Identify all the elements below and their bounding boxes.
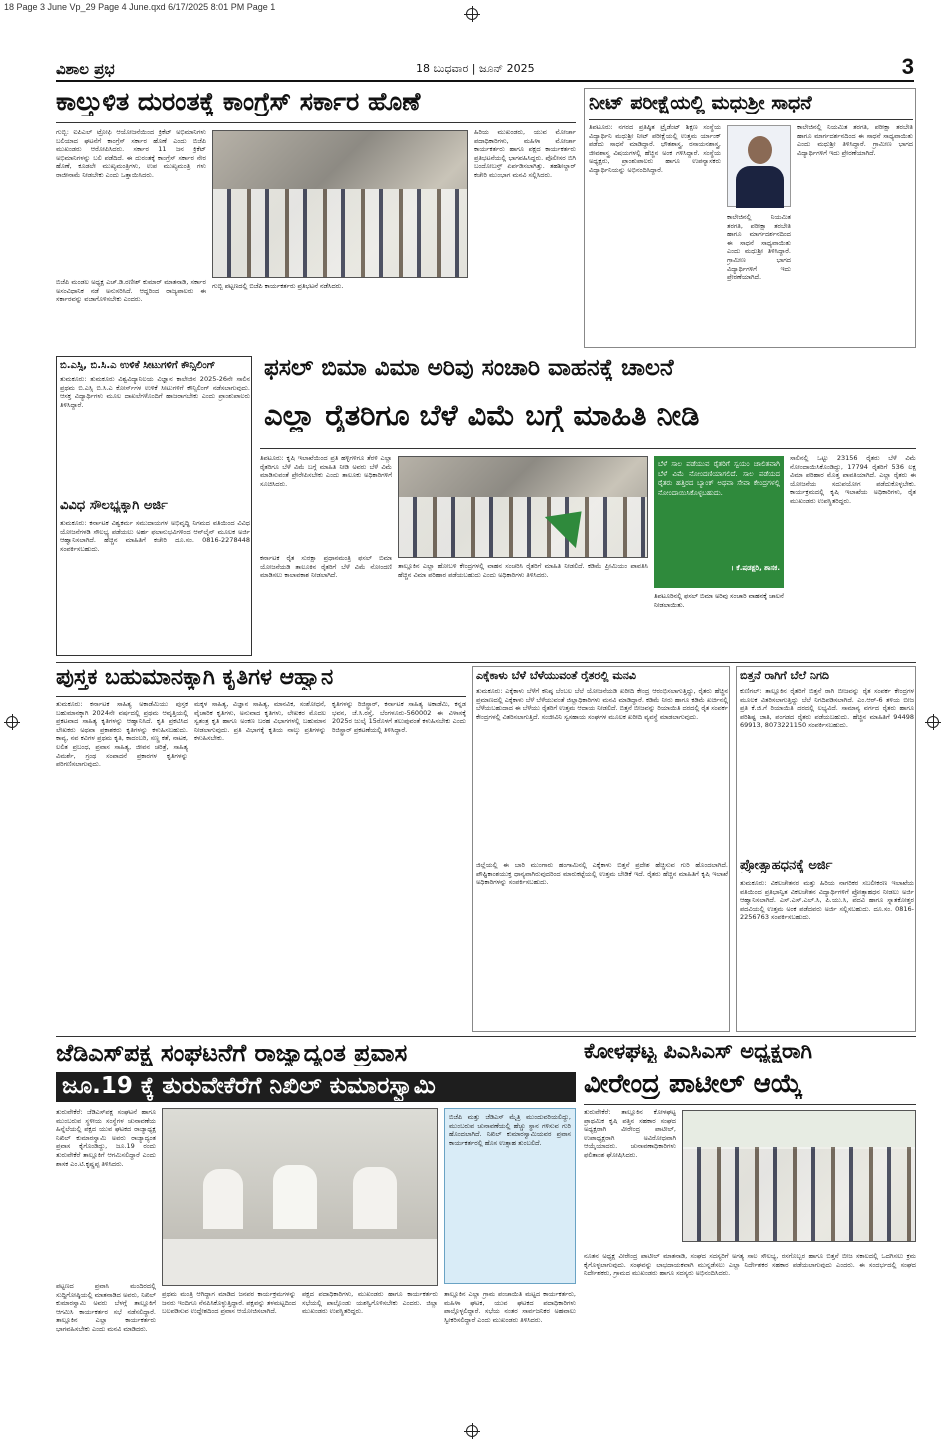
- story-fasal-bima: [260, 356, 916, 656]
- article-text: ಬಿಜೆಪಿ ಮಂಡಲ ಅಧ್ಯಕ್ಷ ಎಚ್.ಡಿ.ರಣೀಶ್ ಕುಮಾರ್ ಮಾತನಾಡಿ, ಸರ್ಕಾರ ಅಸಂವಿಧಾನಿಕ ನಡೆ ಅನುಸರಿಸಿದೆ. ಆದ್ದರಿಂದ ರಾಜ್ಯಪಾಲರು ಈ ಸರ್ಕಾರವನ್ನು ವಜಾಗೊಳಿಸಬೇಕು ಎಂದರು.: [56, 278, 206, 304]
- article-text: ತುಮಕೂರು: ಕರ್ನಾಟಕ ಸಾಹಿತ್ಯ ಅಕಾಡೆಮಿಯು ಪುಸ್ತಕ ಬಹುಮಾನಕ್ಕಾಗಿ 2024ನೇ ವರ್ಷದಲ್ಲಿ ಪ್ರಥಮ ಆವೃತ್ತಿಯಲ್ಲಿ ಪ್ರಕಟವಾದ ಸಾಹಿತ್ಯ ಕೃತಿಗಳನ್ನು ಆಹ್ವಾನಿಸಿದೆ. ಕೃತಿ ಪ್ರಕಟಿಸಿದ ಲೇಖಕರು ಅಥವಾ ಪ್ರಕಾಶಕರು ಕೃತಿಗಳನ್ನು ಕಳುಹಿಸಬಹುದು. ಕಾವ್ಯ, ನವ ಕವಿಗಳ ಪ್ರಥಮ ಕೃತಿ, ಕಾದಂಬರಿ, ಸಣ್ಣ ಕತೆ, ನಾಟಕ, ಲಲಿತ ಪ್ರಬಂಧ, ಪ್ರವಾಸ ಸಾಹಿತ್ಯ, ಜೀವನ ಚರಿತ್ರೆ, ಸಾಹಿತ್ಯ ವಿಮರ್ಶೆ, ಗ್ರಂಥ ಸಂಪಾದನೆ ಪ್ರಕಾರಗಳ ಕೃತಿಗಳನ್ನು ಪರಿಗಣಿಸಲಾಗುವುದು.: [56, 700, 188, 769]
- protest-photo: [212, 130, 468, 278]
- article-text: ತುಮಕೂರು: ಕರ್ನಾಟಕ ವಿಶ್ವಕರ್ಮ ಸಮುದಾಯಗಳ ಅಭಿವೃದ್ಧಿ ನಿಗಮದ ವತಿಯಿಂದ ವಿವಿಧ ಯೋಜನೆಗಳಡಿ ಸೌಲಭ್ಯ ಪಡೆಯಲು ಅರ್ಹ ಫಲಾನುಭವಿಗಳಿಂದ ಆನ್‌ಲೈನ್ ಮೂಲಕ ಅರ್ಜಿ ಆಹ್ವಾನಿಸಲಾಗಿದೆ. ಹೆಚ್ಚಿನ ಮಾಹಿತಿಗೆ ಕಚೇರಿ ದೂ.ಸಂ. 0816-2278448 ಸಂಪರ್ಕಿಸಬಹುದು.: [60, 519, 250, 553]
- divider: [56, 662, 916, 663]
- vehicle-launch-photo: [398, 456, 648, 558]
- article-text: ತಾಲ್ಲೂಕಿನ ಎಲ್ಲಾ ಗ್ರಾಮ ಪಂಚಾಯಿತಿ ಮಟ್ಟದ ಕಾರ್ಯಕರ್ತರು, ಮಹಿಳಾ ಘಟಕ, ಯುವ ಘಟಕದ ಪದಾಧಿಕಾರಿಗಳು ಪಾಲ್ಗೊಳ್ಳಲಿದ್ದಾರೆ. ಸಭೆಯ ನಂತರ ಸಾರ್ವಜನಿಕರ ಅಹವಾಲು ಸ್ವೀಕರಿಸಲಿದ್ದಾರೆ ಎಂದು ಮುಖಂಡರು ತಿಳಿಸಿದರು.: [444, 1290, 576, 1324]
- divider: [589, 119, 913, 120]
- headline-band: [56, 1072, 576, 1102]
- article-text: ಸಾಲಿನಲ್ಲಿ ಒಟ್ಟು 23156 ರೈತರು ಬೆಳೆ ವಿಮೆ ನೋಂದಾಯಿಸಿಕೊಂಡಿದ್ದು, 17794 ರೈತರಿಗೆ 536 ಲಕ್ಷ ವಿಮಾ ಪರಿಹಾರ ಮೊತ್ತ ಪಾವತಿಯಾಗಿದೆ. ಎಲ್ಲಾ ರೈತರು ಈ ಯೋಜನೆಯ ಸದುಪಯೋಗ ಪಡೆದುಕೊಳ್ಳಬೇಕು. ಕಾರ್ಯಕ್ರಮದಲ್ಲಿ ಕೃಷಿ ಇಲಾಖೆಯ ಅಧಿಕಾರಿಗಳು, ರೈತ ಮುಖಂಡರು ಉಪಸ್ಥಿತರಿದ್ದರು.: [790, 454, 916, 505]
- divider: [56, 696, 466, 697]
- sidebar-text: ಬಿಜೆಪಿ ಮತ್ತು ಜೆಡಿಎಸ್ ಮೈತ್ರಿ ಮುಂದುವರಿಯಲಿದ್ದು, ಮುಂಬರುವ ಚುನಾವಣೆಯಲ್ಲಿ ಹೆಚ್ಚು ಸ್ಥಾನ ಗಳಿಸುವ ಗುರಿ ಹೊಂದಲಾಗಿದೆ. ನಿಖಿಲ್ ಕುಮಾರಸ್ವಾಮಿಯವರ ಪ್ರವಾಸ ಕಾರ್ಯಕರ್ತರಲ್ಲಿ ಹೊಸ ಉತ್ಸಾಹ ತುಂಬಲಿದೆ.: [449, 1113, 571, 1147]
- sub-headline: ವಿವಿಧ ಸೌಲಭ್ಯಕ್ಕಾಗಿ ಅರ್ಜಿ: [60, 499, 168, 513]
- article-text: ತುಮಕೂರು: ವಿಕಲಚೇತನರ ಮತ್ತು ಹಿರಿಯ ನಾಗರಿಕರ ಸಬಲೀಕರಣ ಇಲಾಖೆಯ ವತಿಯಿಂದ ಪ್ರತಿಭಾನ್ವಿತ ವಿಕಲಚೇತನ ವಿದ್ಯಾರ್ಥಿಗಳಿಗೆ ಪ್ರೋತ್ಸಾಹಧನ ನೀಡಲು ಅರ್ಜಿ ಆಹ್ವಾನಿಸಲಾಗಿದೆ. ಎಸ್.ಎಸ್.ಎಲ್.ಸಿ, ಪಿ.ಯು.ಸಿ, ಪದವಿ ಹಾಗೂ ಸ್ನಾತಕೋತ್ತರ ಪದವಿಯಲ್ಲಿ ಉತ್ತಮ ಅಂಕ ಪಡೆದವರು ಅರ್ಜಿ ಸಲ್ಲಿಸಬಹುದು. ದೂ.ಸಂ. 0816-2256763 ಸಂಪರ್ಕಿಸಬಹುದು.: [740, 879, 914, 922]
- sidebar-box: [444, 1108, 576, 1284]
- article-text: ನೂತನ ಅಧ್ಯಕ್ಷ ವೀರೇಂದ್ರ ಪಾಟೀಲ್ ಮಾತನಾಡಿ, ಸಂಘದ ಸದಸ್ಯರಿಗೆ ಅಗತ್ಯ ಸಾಲ ಸೌಲಭ್ಯ, ರಸಗೊಬ್ಬರ ಹಾಗೂ ಬಿತ್ತನೆ ಬೀಜ ಸಕಾಲದಲ್ಲಿ ಒದಗಿಸಲು ಕ್ರಮ ಕೈಗೊಳ್ಳಲಾಗುವುದು. ಸಂಘವನ್ನು ಲಾಭದಾಯಕವಾಗಿ ಮುನ್ನಡೆಸಲು ಎಲ್ಲಾ ನಿರ್ದೇಶಕರ ಸಹಕಾರ ಪಡೆಯಲಾಗುವುದು ಎಂದರು. ಈ ಸಂದರ್ಭದಲ್ಲಿ ಸಂಘದ ನಿರ್ದೇಶಕರು, ಗ್ರಾಮದ ಮುಖಂಡರು ಹಾಗೂ ಸದಸ್ಯರು ಅಭಿನಂದಿಸಿದರು.: [584, 1252, 916, 1278]
- story-ekkekalu: [472, 666, 730, 1032]
- story-book-award: [56, 666, 466, 1032]
- article-text: ಪಟ್ಟಣದ ಪ್ರವಾಸಿ ಮಂದಿರದಲ್ಲಿ ಸುದ್ದಿಗೋಷ್ಠಿಯಲ್ಲಿ ಮಾತನಾಡಿದ ಅವರು, ನಿಖಿಲ್ ಕುಮಾರಸ್ವಾಮಿ ಅವರು ಬೆಳಗ್ಗೆ ತಾಲ್ಲೂಕಿಗೆ ಆಗಮಿಸಿ ಕಾರ್ಯಕರ್ತರ ಸಭೆ ನಡೆಸಲಿದ್ದಾರೆ. ತಾಲ್ಲೂಕಿನ ಎಲ್ಲಾ ಕಾರ್ಯಕರ್ತರು ಭಾಗವಹಿಸಬೇಕು ಎಂದು ಮನವಿ ಮಾಡಿದರು.: [56, 1282, 156, 1333]
- press-meet-photo: [162, 1108, 438, 1286]
- registration-mark-icon: [466, 8, 478, 20]
- sub-headline: ಪ್ರೋತ್ಸಾಹಧನಕ್ಕೆ ಅರ್ಜಿ: [740, 859, 833, 873]
- story-kaltulita: [56, 88, 576, 348]
- story-counselling: [56, 356, 252, 656]
- headline: ಎಲ್ಲಾ ರೈತರಿಗೂ ಬೆಳೆ ವಿಮೆ ಬಗ್ಗೆ ಮಾಹಿತಿ ನೀಡಿ: [264, 400, 700, 432]
- headline: ಪುಸ್ತಕ ಬಹುಮಾನಕ್ಕಾಗಿ ಕೃತಿಗಳ ಆಹ್ವಾನ: [56, 666, 334, 690]
- headline: ನೀಟ್ ಪರೀಕ್ಷೆಯಲ್ಲಿ ಮಧುಶ್ರೀ ಸಾಧನೆ: [589, 93, 812, 114]
- kicker-headline: ಫಸಲ್ ಬಿಮಾ ವಿಮಾ ಅರಿವು ಸಂಚಾರಿ ವಾಹನಕ್ಕೆ ಚಾಲನೆ: [264, 356, 674, 381]
- headline: ಬಿತ್ತನೆ ರಾಗಿಗೆ ಬೆಲೆ ನಿಗದಿ: [740, 670, 830, 682]
- headline-line-2: ಜೂ.19 ಕ್ಕೆ ತುರುವೇಕೆರೆಗೆ ನಿಖಿಲ್ ಕುಮಾರಸ್ವಾಮಿ: [62, 1073, 436, 1099]
- masthead: [56, 54, 914, 82]
- felicitation-photo: [682, 1110, 916, 1242]
- article-text: ಕಾಲೇಜಿನಲ್ಲಿ ನಿಯಮಿತ ತರಗತಿ, ಪರೀಕ್ಷಾ ತರಬೇತಿ ಹಾಗೂ ಮಾರ್ಗದರ್ಶನದಿಂದ ಈ ಸಾಧನೆ ಸಾಧ್ಯವಾಯಿತು ಎಂದು ಮಧುಶ್ರೀ ತಿಳಿಸಿದ್ದಾರೆ. ಗ್ರಾಮೀಣ ಭಾಗದ ವಿದ್ಯಾರ್ಥಿಗಳಿಗೆ ಇದು ಪ್ರೇರಣೆಯಾಗಿದೆ.: [727, 213, 791, 282]
- headline-line-2: ವೀರೇಂದ್ರ ಪಾಟೀಲ್ ಆಯ್ಕೆ: [584, 1070, 803, 1099]
- article-text: ಪ್ರಥಮ ಮಂತ್ರಿ ಆಗಿದ್ದಾಗ ಮಾಡಿದ ಜನಪರ ಕಾರ್ಯಕ್ರಮಗಳನ್ನು ಜನರು ಇಂದಿಗೂ ನೆನಪಿಸಿಕೊಳ್ಳುತ್ತಿದ್ದಾರೆ. ಪಕ್ಷವನ್ನು ತಳಮಟ್ಟದಿಂದ ಬಲಪಡಿಸುವ ಉದ್ದೇಶದಿಂದ ಪ್ರವಾಸ ಆಯೋಜಿಸಲಾಗಿದೆ.: [162, 1290, 296, 1316]
- story-ragi-price: [736, 666, 916, 1032]
- article-text: ಜಿಲ್ಲೆಯಲ್ಲಿ ಈ ಬಾರಿ ಮುಂಗಾರು ಹಂಗಾಮಿನಲ್ಲಿ ಎಕ್ಕೆಕಾಳು ಬಿತ್ತನೆ ಪ್ರದೇಶ ಹೆಚ್ಚಿಸುವ ಗುರಿ ಹೊಂದಲಾಗಿದೆ. ಪೌಷ್ಟಿಕಾಂಶಯುಕ್ತ ಧಾನ್ಯವಾಗಿರುವುದರಿಂದ ಮಾರುಕಟ್ಟೆಯಲ್ಲಿ ಉತ್ತಮ ಬೇಡಿಕೆ ಇದೆ. ರೈತರು ಹೆಚ್ಚಿನ ಮಾಹಿತಿಗೆ ಕೃಷಿ ಇಲಾಖೆ ಅಧಿಕಾರಿಗಳನ್ನು ಸಂಪರ್ಕಿಸಬಹುದು.: [476, 861, 728, 887]
- article-text: ಕರ್ನಾಟಕ ರೈತ ಸುರಕ್ಷಾ ಪ್ರಧಾನಮಂತ್ರಿ ಫಸಲ್ ಬಿಮಾ ಯೋಜನೆಯಡಿ ತಾಲೂಕಿನ ರೈತರಿಗೆ ಬೆಳೆ ವಿಮೆ ನೋಂದಣಿ ಮಾಡಿಸಲು ಕಾಲಾವಕಾಶ ನೀಡಲಾಗಿದೆ.: [260, 554, 392, 580]
- issue-date: 18 ಬುಧವಾರ | ಜೂನ್ 2025: [416, 62, 535, 75]
- headline: ಕಾಲ್ತುಳಿತ ದುರಂತಕ್ಕೆ ಕಾಂಗ್ರೆಸ್ ಸರ್ಕಾರ ಹೊಣೆ: [56, 88, 421, 116]
- article-text: ಕೃತಿಗಳನ್ನು ರಿಜಿಸ್ಟ್ರಾರ್, ಕರ್ನಾಟಕ ಸಾಹಿತ್ಯ ಅಕಾಡೆಮಿ, ಕನ್ನಡ ಭವನ, ಜೆ.ಸಿ.ರಸ್ತೆ, ಬೆಂಗಳೂರು-560002 ಈ ವಿಳಾಸಕ್ಕೆ 2025ರ ಜುಲೈ 15ರೊಳಗೆ ತಲುಪುವಂತೆ ಕಳುಹಿಸಬೇಕು ಎಂದು ರಿಜಿಸ್ಟ್ರಾರ್ ಪ್ರಕಟಣೆಯಲ್ಲಿ ತಿಳಿಸಿದ್ದಾರೆ.: [332, 700, 466, 734]
- headline: ಬಿ.ಎಸ್ಸಿ, ಬಿ.ಸಿ.ಎ ಉಳಿಕೆ ಸೀಟುಗಳಿಗೆ ಕೌನ್ಸಿಲಿಂಗ್: [60, 360, 216, 371]
- article-text: ತುರುವೇಕೆರೆ: ಜೆಡಿಎಸ್‌ಪಕ್ಷ ಸಂಘಟನೆ ಹಾಗೂ ಮುಂಬರುವ ಸ್ಥಳೀಯ ಸಂಸ್ಥೆಗಳ ಚುನಾವಣೆಯ ಹಿನ್ನೆಲೆಯಲ್ಲಿ ಪಕ್ಷದ ಯುವ ಘಟಕದ ರಾಜ್ಯಾಧ್ಯಕ್ಷ ನಿಖಿಲ್ ಕುಮಾರಸ್ವಾಮಿ ಅವರು ರಾಜ್ಯಾದ್ಯಂತ ಪ್ರವಾಸ ಕೈಗೊಂಡಿದ್ದು, ಜೂ.19 ರಂದು ತುರುವೇಕೆರೆ ತಾಲ್ಲೂಕಿಗೆ ಆಗಮಿಸಲಿದ್ದಾರೆ ಎಂದು ಶಾಸಕ ಎಂ.ಟಿ.ಕೃಷ್ಣಪ್ಪ ತಿಳಿಸಿದರು.: [56, 1108, 156, 1168]
- article-text: ತಿಪಟೂರು: ನಗರದ ಪ್ರತಿಷ್ಠಿತ ಟ್ರೈಡೆಂಟ್ ಶಿಕ್ಷಣ ಸಂಸ್ಥೆಯ ವಿದ್ಯಾರ್ಥಿನಿ ಮಧುಶ್ರೀ ನೀಟ್ ಪರೀಕ್ಷೆಯಲ್ಲಿ ಉತ್ತಮ ರ್ಯಾಂಕ್ ಪಡೆದು ಸಾಧನೆ ಮಾಡಿದ್ದಾರೆ. ಭೌತಶಾಸ್ತ್ರ, ರಸಾಯನಶಾಸ್ತ್ರ, ಜೀವಶಾಸ್ತ್ರ ವಿಷಯಗಳಲ್ಲಿ ಹೆಚ್ಚಿನ ಅಂಕ ಗಳಿಸಿದ್ದಾರೆ. ಸಂಸ್ಥೆಯ ಅಧ್ಯಕ್ಷರು, ಪ್ರಾಂಶುಪಾಲರು ಹಾಗೂ ಉಪನ್ಯಾಸಕರು ವಿದ್ಯಾರ್ಥಿನಿಯನ್ನು ಅಭಿನಂದಿಸಿದ್ದಾರೆ.: [589, 123, 721, 174]
- paper-name: ವಿಶಾಲ ಪ್ರಭ: [56, 60, 115, 78]
- photo-caption: ತಿಪಟೂರಿನಲ್ಲಿ ಫಸಲ್ ಬಿಮಾ ಅರಿವು ಸಂಚಾರಿ ವಾಹನಕ್ಕೆ ಚಾಲನೆ ನೀಡಲಾಯಿತು.: [654, 592, 784, 609]
- article-text: ಪಕ್ಷದ ಪದಾಧಿಕಾರಿಗಳು, ಮುಖಂಡರು ಹಾಗೂ ಕಾರ್ಯಕರ್ತರು ಸಭೆಯಲ್ಲಿ ಪಾಲ್ಗೊಂಡು ಯಶಸ್ವಿಗೊಳಿಸಬೇಕು ಎಂದರು. ಜಿಲ್ಲಾ ಮುಖಂಡರು ಉಪಸ್ಥಿತರಿದ್ದರು.: [302, 1290, 438, 1316]
- article-text: ಗುಬ್ಬಿ: ಐಪಿಎಲ್ ಟ್ರೋಫಿ ಆಯೋಜನೆಯಿಂದ ಕ್ರಿಕೆಟ್ ಅಭಿಮಾನಿಗಳು ಬಲಿಯಾದ ಘಟನೆಗೆ ಕಾಂಗ್ರೆಸ್ ಸರ್ಕಾರ ಹೊಣೆ ಎಂದು ಬಿಜೆಪಿ ಮುಖಂಡರು ಆರೋಪಿಸಿದರು. ಸರ್ಕಾರ 11 ಜನ ಕ್ರಿಕೆಟ್ ಅಭಿಮಾನಿಗಳನ್ನು ಬಲಿ ಪಡೆದಿದೆ. ಈ ದುರಂತಕ್ಕೆ ಕಾಂಗ್ರೆಸ್ ಸರ್ಕಾರ ನೇರ ಹೊಣೆ, ಕೂಡಲೇ ಮುಖ್ಯಮಂತ್ರಿಗಳು, ಉಪ ಮುಖ್ಯಮಂತ್ರಿ ಗಳು ರಾಜೀನಾಮೆ ನೀಡಬೇಕು ಎಂದು ಒತ್ತಾಯಿಸಿದರು.: [56, 128, 206, 179]
- student-portrait: [727, 125, 791, 207]
- article-text: ಕಾಲೇಜಿನಲ್ಲಿ ನಿಯಮಿತ ತರಗತಿ, ಪರೀಕ್ಷಾ ತರಬೇತಿ ಹಾಗೂ ಮಾರ್ಗದರ್ಶನದಿಂದ ಈ ಸಾಧನೆ ಸಾಧ್ಯವಾಯಿತು ಎಂದು ಮಧುಶ್ರೀ ತಿಳಿಸಿದ್ದಾರೆ. ಗ್ರಾಮೀಣ ಭಾಗದ ವಿದ್ಯಾರ್ಥಿಗಳಿಗೆ ಇದು ಪ್ರೇರಣೆಯಾಗಿದೆ.: [797, 123, 913, 157]
- registration-mark-icon: [6, 716, 18, 728]
- headline: ಎಕ್ಕೆಕಾಳು ಬೆಳೆ ಬೆಳೆಯುವಂತೆ ರೈತರಲ್ಲಿ ಮನವಿ: [476, 670, 637, 682]
- registration-mark-icon: [927, 716, 939, 728]
- divider: [260, 448, 916, 449]
- page-number: 3: [901, 54, 914, 79]
- article-text: ತಿಪಟೂರು: ಕೃಷಿ ಇಲಾಖೆಯಿಂದ ಪ್ರತಿ ಹಳ್ಳಿಗಳಿಗೂ ತೆರಳಿ ಎಲ್ಲಾ ರೈತರಿಗೂ ಬೆಳೆ ವಿಮೆ ಬಗ್ಗೆ ಮಾಹಿತಿ ನೀಡಿ ಅವರು ಬೆಳೆ ವಿಮೆ ಮಾಡಿಸುವಂತೆ ಪ್ರೇರೇಪಿಸಬೇಕು ಎಂದು ತಾಲೂಕು ಅಧಿಕಾರಿಗಳಿಗೆ ಸೂಚಿಸಿದರು.: [260, 454, 392, 488]
- divider: [584, 1104, 916, 1105]
- story-neet: [584, 88, 916, 348]
- story-pacs-president: [584, 1040, 916, 1416]
- divider: [56, 1036, 916, 1037]
- registration-mark-icon: [466, 1425, 478, 1437]
- article-text: ತುರುವೇಕೆರೆ: ತಾಲ್ಲೂಕಿನ ಕೋಳಘಟ್ಟ ಪ್ರಾಥಮಿಕ ಕೃಷಿ ಪತ್ತಿನ ಸಹಕಾರ ಸಂಘದ ಅಧ್ಯಕ್ಷರಾಗಿ ವೀರೇಂದ್ರ ಪಾಟೀಲ್, ಉಪಾಧ್ಯಕ್ಷರಾಗಿ ಅವಿರೋಧವಾಗಿ ಆಯ್ಕೆಯಾದರು. ಚುನಾವಣಾಧಿಕಾರಿಗಳು ಫಲಿತಾಂಶ ಘೋಷಿಸಿದರು.: [584, 1108, 676, 1159]
- headline-line-1: ಜೆಡಿಎಸ್‌ಪಕ್ಷ ಸಂಘಟನೆಗೆ ರಾಜ್ಯಾದ್ಯಂತ ಪ್ರವಾಸ: [56, 1040, 408, 1067]
- highlight-text: ಬೆಳೆ ಸಾಲ ಪಡೆಯುವ ರೈತರಿಗೆ ಸ್ವಯಂ ಚಾಲಿತವಾಗಿ ಬೆಳೆ ವಿಮೆ ನೋಂದಣಿಯಾಗಲಿದೆ. ಸಾಲ ಪಡೆಯದ ರೈತರು ಹತ್ತಿರದ ಬ್ಯಾಂಕ್ ಅಥವಾ ಸೇವಾ ಕೇಂದ್ರಗಳಲ್ಲಿ ನೋಂದಾಯಿಸಿಕೊಳ್ಳಬಹುದು.: [658, 460, 780, 497]
- highlight-box: [654, 456, 784, 588]
- photo-caption: ಗುಬ್ಬಿ ಪಟ್ಟಣದಲ್ಲಿ ಬಿಜೆಪಿ ಕಾರ್ಯಕರ್ತರು ಪ್ರತಿಭಟನೆ ನಡೆಸಿದರು.: [212, 282, 344, 290]
- article-text: ತುಮಕೂರು: ಎಕ್ಕೆಕಾಳು ಬೆಳೆಗೆ ಕನಿಷ್ಠ ಬೆಂಬಲ ಬೆಲೆ ಯೋಜನೆಯಡಿ ಖರೀದಿ ಕೇಂದ್ರ ಆರಂಭಿಸಲಾಗುತ್ತಿದ್ದು, ರೈತರು ಹೆಚ್ಚಿನ ಪ್ರಮಾಣದಲ್ಲಿ ಎಕ್ಕೆಕಾಳು ಬೆಳೆ ಬೆಳೆಯುವಂತೆ ಜಿಲ್ಲಾಧಿಕಾರಿಗಳು ಮನವಿ ಮಾಡಿದ್ದಾರೆ. ಕಡಿಮೆ ನೀರು ಹಾಗೂ ಕಡಿಮೆ ಖರ್ಚಿನಲ್ಲಿ ಬೆಳೆಯಬಹುದಾದ ಈ ಬೆಳೆಯು ರೈತರಿಗೆ ಉತ್ತಮ ಆದಾಯ ನೀಡಲಿದೆ. ಬಿತ್ತನೆ ಬೀಜವನ್ನು ರಿಯಾಯಿತಿ ದರದಲ್ಲಿ ರೈತ ಸಂಪರ್ಕ ಕೇಂದ್ರಗಳಲ್ಲಿ ವಿತರಿಸಲಾಗುತ್ತಿದೆ. ಸಂಜೀವಿನಿ ಸ್ವಸಹಾಯ ಸಂಘಗಳ ಮೂಲಕ ಖರೀದಿ ವ್ಯವಸ್ಥೆ ಮಾಡಲಾಗುವುದು.: [476, 687, 728, 721]
- story-nikhil-visit: [56, 1040, 576, 1416]
- article-text: ತಾಲ್ಲೂಕಿನ ಎಲ್ಲಾ ಹೋಬಳಿ ಕೇಂದ್ರಗಳಲ್ಲಿ ವಾಹನ ಸಂಚರಿಸಿ ರೈತರಿಗೆ ಮಾಹಿತಿ ನೀಡಲಿದೆ. ಕಡಿಮೆ ಪ್ರೀಮಿಯಂ ಪಾವತಿಸಿ ಹೆಚ್ಚಿನ ವಿಮಾ ಪರಿಹಾರ ಪಡೆಯಬಹುದು ಎಂದು ಅಧಿಕಾರಿಗಳು ತಿಳಿಸಿದರು.: [398, 562, 648, 579]
- article-text: ತುಮಕೂರು: ತುಮಕೂರು ವಿಶ್ವವಿದ್ಯಾನಿಲಯ ವಿಜ್ಞಾನ ಕಾಲೇಜಿನ 2025-26ನೇ ಸಾಲಿನ ಪ್ರಥಮ ಬಿ.ಎಸ್ಸಿ ಬಿ.ಸಿ.ಎ ಕೋರ್ಸ್‌ಗಳ ಉಳಿಕೆ ಸೀಟುಗಳಿಗೆ ಕೌನ್ಸಿಲಿಂಗ್ ನಡೆಸಲಾಗುವುದು. ಆಸಕ್ತ ವಿದ್ಯಾರ್ಥಿಗಳು ಮೂಲ ದಾಖಲೆಗಳೊಂದಿಗೆ ಹಾಜರಾಗಬೇಕು ಎಂದು ಪ್ರಾಂಶುಪಾಲರು ತಿಳಿಸಿದ್ದಾರೆ.: [60, 375, 250, 409]
- print-slug: 18 Page 3 June Vp_29 Page 4 June.qxd 6/17/2025 8:01 PM Page 1: [4, 2, 276, 12]
- article-text: ಕುಣಿಗಲ್: ತಾಲ್ಲೂಕಿನ ರೈತರಿಗೆ ಬಿತ್ತನೆ ರಾಗಿ ಬೀಜವನ್ನು ರೈತ ಸಂಪರ್ಕ ಕೇಂದ್ರಗಳ ಮೂಲಕ ವಿತರಿಸಲಾಗುತ್ತಿದ್ದು ಬೆಲೆ ನಿಗದಿಪಡಿಸಲಾಗಿದೆ. ಎಂ.ಆರ್-6 ತಳಿಯ ಬೀಜ ಪ್ರತಿ ಕೆ.ಜಿ.ಗೆ ರಿಯಾಯಿತಿ ದರದಲ್ಲಿ ಲಭ್ಯವಿದೆ. ಸಾಮಾನ್ಯ ವರ್ಗದ ರೈತರು ಹಾಗೂ ಪರಿಶಿಷ್ಟ ಜಾತಿ, ಪಂಗಡದ ರೈತರು ಪಡೆಯಬಹುದು. ಹೆಚ್ಚಿನ ಮಾಹಿತಿಗೆ 94498 69913, 8073221150 ಸಂಪರ್ಕಿಸಬಹುದು.: [740, 687, 914, 730]
- article-text: ಮಕ್ಕಳ ಸಾಹಿತ್ಯ, ವಿಜ್ಞಾನ ಸಾಹಿತ್ಯ, ಮಾನವಿಕ, ಸಂಶೋಧನೆ, ವೈಚಾರಿಕ ಕೃತಿಗಳು, ಅನುವಾದ ಕೃತಿಗಳು, ಲೇಖಕರ ಮೊದಲ ಸ್ವತಂತ್ರ ಕೃತಿ ಹಾಗೂ ಅಂಕಣ ಬರಹ ವಿಭಾಗಗಳಲ್ಲಿ ಬಹುಮಾನ ನೀಡಲಾಗುವುದು. ಪ್ರತಿ ವಿಭಾಗಕ್ಕೆ ಕೃತಿಯ ನಾಲ್ಕು ಪ್ರತಿಗಳನ್ನು ಕಳುಹಿಸಬೇಕು.: [194, 700, 326, 743]
- headline-line-1: ಕೋಳಘಟ್ಟ ಪಿಎಸಿಎಸ್ ಅಧ್ಯಕ್ಷರಾಗಿ: [584, 1040, 812, 1063]
- divider: [56, 122, 576, 123]
- article-text: ಹಿರಿಯ ಮುಖಂಡರು, ಯುವ ಮೋರ್ಚಾ ಪದಾಧಿಕಾರಿಗಳು, ಮಹಿಳಾ ಮೋರ್ಚಾ ಕಾರ್ಯಕರ್ತರು ಹಾಗೂ ಪಕ್ಷದ ಕಾರ್ಯಕರ್ತರು ಪ್ರತಿಭಟನೆಯಲ್ಲಿ ಭಾಗವಹಿಸಿದ್ದರು. ಪೊಲೀಸರ ಬಿಗಿ ಬಂದೋಬಸ್ತ್ ಏರ್ಪಡಿಸಲಾಗಿತ್ತು. ತಹಶೀಲ್ದಾರ್ ಕಚೇರಿ ಮುಂಭಾಗ ಮನವಿ ಸಲ್ಲಿಸಿದರು.: [474, 128, 576, 179]
- quote-attribution: । ಕೆ.ಷಡಕ್ಷರಿ, ಶಾಸಕ.: [731, 564, 780, 572]
